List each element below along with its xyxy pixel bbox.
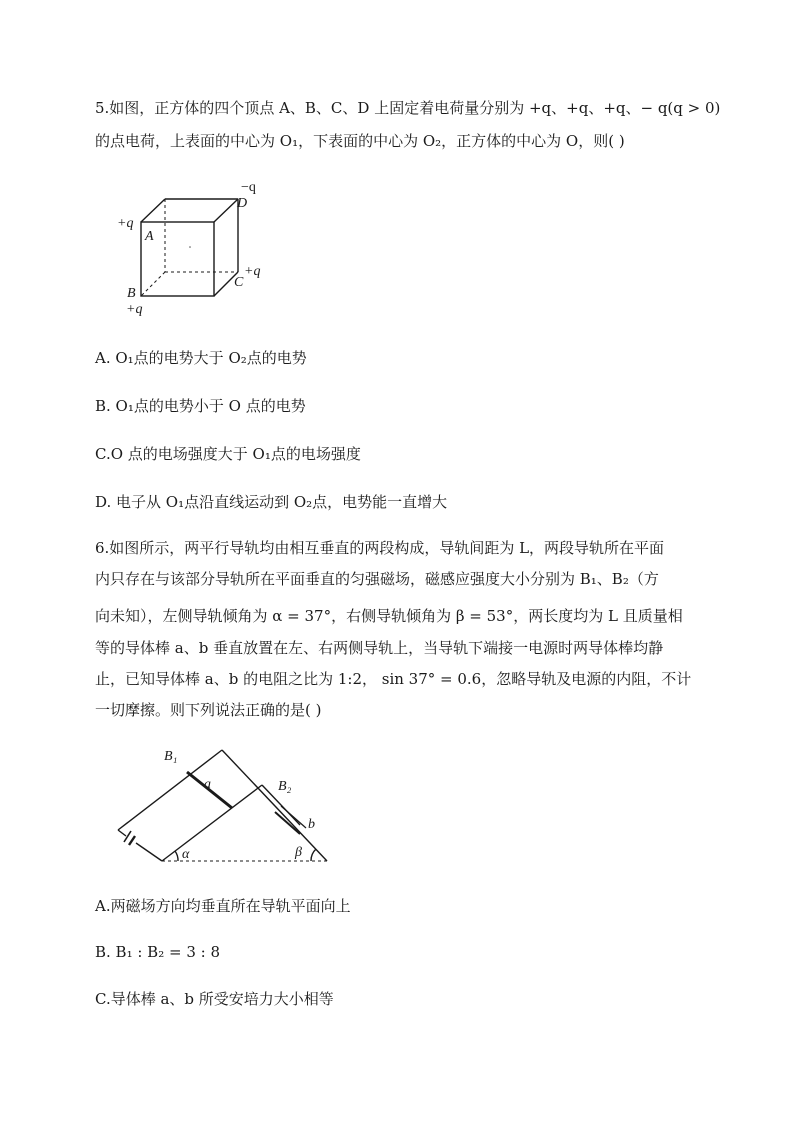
battery-lead-2 [136,843,162,861]
label-a: a [204,777,211,792]
q6-stem-line-5: 止，已知导体棒 a、b 的电阻之比为 1:2， sin 37° = 0.6，忽略导轨及电源的内阻，不计 [95,670,692,688]
rail-inner-left [162,785,262,861]
cube-edge-top-left [141,199,165,222]
label-charge-D: −q [241,180,256,195]
angle-alpha-arc [175,851,178,861]
label-b: b [308,817,315,832]
rail-outer-right [222,750,327,861]
angle-beta-arc [311,849,316,861]
q5-option-c: C.O 点的电场强度大于 O₁点的电场强度 [95,445,361,463]
q6-option-c: C.导体棒 a、b 所受安培力大小相等 [95,990,334,1008]
battery-plate-long [124,831,131,842]
label-charge-B: +q [126,302,143,317]
q5-stem-line-2: 的点电荷，上表面的中心为 O₁，下表面的中心为 O₂，正方体的中心为 O，则( ) [95,132,625,150]
q5-option-d: D. 电子从 O₁点沿直线运动到 O₂点，电势能一直增大 [95,493,448,511]
label-C: C [234,275,244,290]
label-beta: β [295,845,302,860]
q5-stem-line-1: 5.如图，正方体的四个顶点 A、B、C、D 上固定着电荷量分别为 +q、+q、+q、− q(q > 0) [95,99,721,117]
label-charge-C: +q [244,264,261,279]
q5-option-b: B. O₁点的电势小于 O 点的电势 [95,397,306,415]
q6-stem-line-1: 6.如图所示，两平行导轨均由相互垂直的两段构成，导轨间距为 L，两段导轨所在平面 [95,539,665,557]
q5-option-a: A. O₁点的电势大于 O₂点的电势 [95,349,307,367]
label-B2: B₂ [278,779,292,794]
label-charge-A: +q [117,216,134,231]
q6-option-a: A.两磁场方向均垂直所在导轨平面向上 [95,897,351,915]
rod-b [275,812,300,834]
q6-stem-line-2: 内只存在与该部分导轨所在平面垂直的匀强磁场，磁感应强度大小分别为 B₁、B₂（方 [95,570,659,588]
label-D: D [237,196,248,211]
cube-hidden-bottom-left [141,272,165,296]
label-B1: B₁ [164,749,178,764]
q6-stem-line-3: 向未知），左侧导轨倾角为 α = 37°，右侧导轨倾角为 β = 53°，两长度均为 L 且质量相 [95,607,683,625]
label-A: A [145,229,154,244]
battery-lead-1 [118,830,126,836]
label-B: B [127,286,136,301]
q6-stem-line-6: 一切摩擦。则下列说法正确的是( ) [95,701,322,719]
cube-center-dot [189,246,191,248]
cube-edge-top-right [214,199,238,222]
q6-option-b: B. B₁ : B₂ = 3 : 8 [95,943,221,961]
battery-plate-short [129,836,135,845]
label-alpha: α [182,847,190,862]
q6-stem-line-4: 等的导体棒 a、b 垂直放置在左、右两侧导轨上，当导轨下端接一电源时两导体棒均静 [95,639,664,657]
